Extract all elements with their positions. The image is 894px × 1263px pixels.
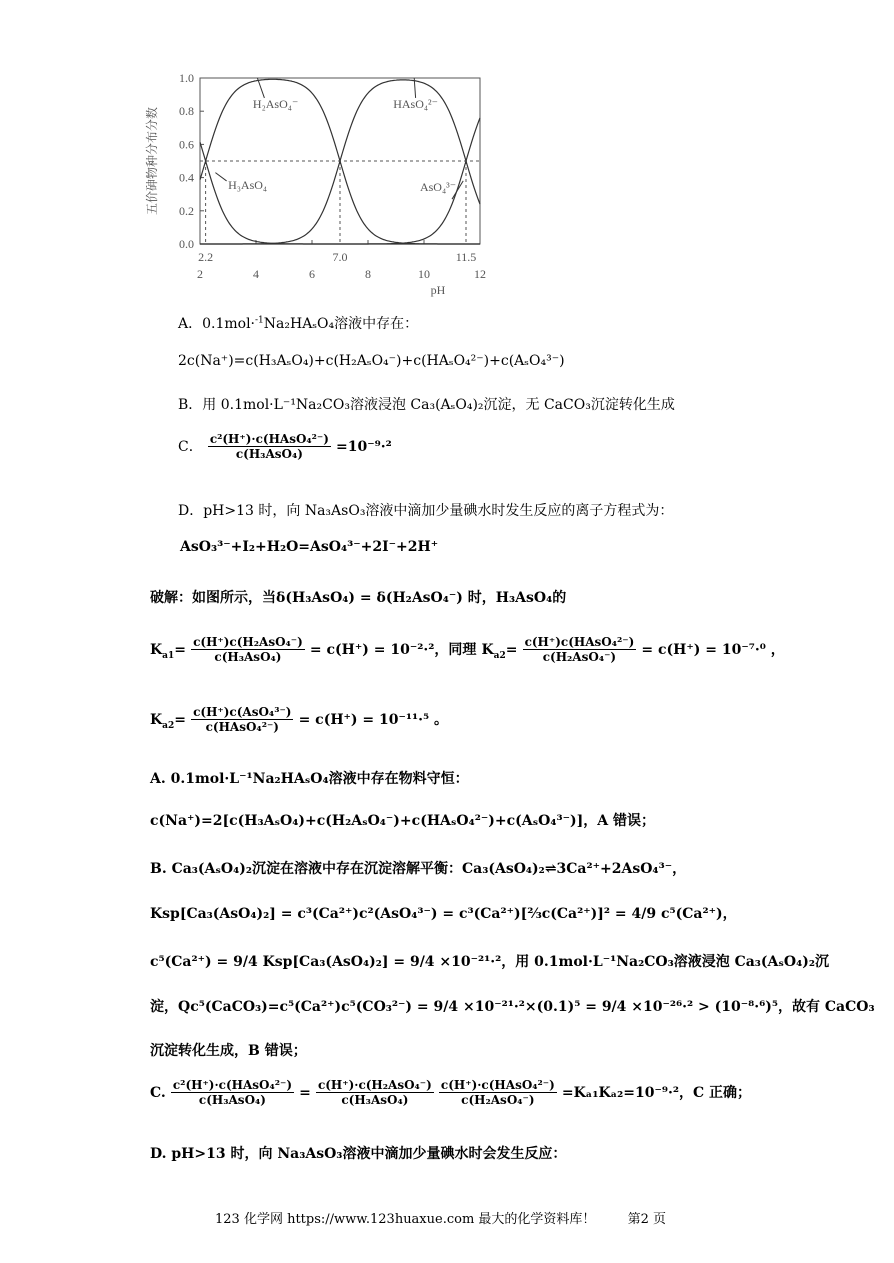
- x-axis-label: pH: [430, 283, 446, 297]
- y-tick-label: 0.6: [179, 137, 194, 152]
- ka3-line: $K_{a2}=$ $\frac{\text{c(H⁺)c(AsO₄³⁻)}}{\text{c(HAsO₄²⁻)}}$ = c(H⁺) = 10⁻¹¹·⁵ 。: [150, 705, 449, 734]
- y-tick-label: 1.0: [179, 71, 194, 85]
- species-leader: [257, 78, 264, 98]
- y-tick-label: 0.2: [179, 203, 194, 218]
- solution-c-line: C. $\frac{\text{c²(H⁺)·c(HAsO₄²⁻)}}{\text{c(H₃AsO₄)}}$ = $\frac{\text{c(H⁺)·c(H₂AsO₄⁻)}}{\text{c(H₃AsO₄)}}$ $\frac{\text{c(H⁺)·c(HAsO₄²⁻)}}{\text{c(H₂AsO₄⁻)}}$ =Kₐ₁Kₐ₂=10⁻⁹·²，C 正确；: [150, 1078, 752, 1107]
- footer: [215, 1208, 666, 1227]
- species-distribution-chart: [142, 62, 502, 302]
- species-label-aso4: AsO₄³⁻: [419, 179, 457, 194]
- x-pKa-label: 2.2: [198, 250, 214, 264]
- species-label-h3aso4: H₃AsO₄: [228, 178, 268, 193]
- y-axis-label: 五价砷物种分布分数: [145, 106, 159, 216]
- solution-b-end: 沉淀转化生成，B 错误；: [150, 1043, 307, 1059]
- solution-b-c5: c⁵(Ca²⁺) = 9/4 Ksp[Ca₃(AsO₄)₂] = 9/4 ×10⁻²¹·²，用 0.1mol·L⁻¹Na₂CO₃溶液浸泡 Ca₃(AₛO₄)₂沉: [150, 954, 830, 970]
- x-tick-label: 8: [365, 267, 371, 281]
- option-a-line: A．0.1mol·$^{-1}$Na₂HAₛO₄溶液中存在：: [178, 315, 419, 332]
- footer-text: 123 化学网 https://www.123huaxue.com 最大的化学资料库！: [215, 1212, 596, 1227]
- x-tick-label: 10: [418, 267, 430, 281]
- page-number: 第2 页: [627, 1212, 666, 1227]
- option-d-equation: AsO₃³⁻+I₂+H₂O=AsO₄³⁻+2I⁻+2H⁺: [180, 539, 439, 555]
- x-tick-label: 2: [197, 267, 203, 281]
- y-tick-label: 0.8: [179, 104, 194, 119]
- x-pKa-label: 11.5: [455, 250, 477, 264]
- x-tick-label: 4: [253, 267, 259, 281]
- solution-b-ksp: Ksp[Ca₃(AsO₄)₂] = c³(Ca²⁺)c²(AsO₄³⁻) = c³(Ca²⁺)[⅔c(Ca²⁺)]² = 4/9 c⁵(Ca²⁺)，: [150, 906, 737, 922]
- option-c-fraction: $\frac{\text{c²(H⁺)·c(HAsO₄²⁻)}}{\text{c(H₃AsO₄)}}$: [209, 432, 329, 461]
- solution-d-title: D. pH>13 时，向 Na₃AsO₃溶液中滴加少量碘水时会发生反应：: [150, 1146, 567, 1162]
- x-pKa-label: 7.0: [332, 250, 348, 264]
- x-tick-label: 6: [309, 267, 315, 281]
- species-label-haso4: HAsO₄²⁻: [393, 96, 438, 111]
- ka1-ka2-line: $K_{a1}=$ $\frac{\text{c(H⁺)c(H₂AsO₄⁻)}}{\text{c(H₃AsO₄)}}$ = c(H⁺) = 10⁻²·²，同理 $K_{a2}=$ $\frac{\text{c(H⁺)c(HAsO₄²⁻)}}{\text{c(H₂AsO₄⁻)}}$ = c(H⁺) = 10⁻⁷·⁰ ，: [150, 635, 785, 664]
- option-c-line: C． $\frac{\text{c²(H⁺)·c(HAsO₄²⁻)}}{\text{c(H₃AsO₄)}}$ =10⁻⁹·²: [178, 432, 392, 461]
- solution-b-title: B. Ca₃(AₛO₄)₂沉淀在溶液中存在沉淀溶解平衡：Ca₃(AsO₄)₂⇌3Ca²⁺+2AsO₄³⁻，: [150, 861, 687, 877]
- option-b-line: B．用 0.1mol·L⁻¹Na₂CO₃溶液浸泡 Ca₃(AₛO₄)₂沉淀，无 CaCO₃沉淀转化生成: [178, 397, 675, 413]
- solution-b-qc: 淀，Qc⁵(CaCO₃)=c⁵(Ca²⁺)c⁵(CO₃²⁻) = 9/4 ×10⁻²¹·²×(0.1)⁵ = 9/4 ×10⁻²⁶·² > (10⁻⁸·⁶)⁵，故有 CaCO₃: [150, 999, 875, 1015]
- option-d-line: D．pH>13 时，向 Na₃AsO₃溶液中滴加少量碘水时发生反应的离子方程式为：: [178, 503, 674, 519]
- y-tick-label: 0.4: [179, 170, 194, 185]
- curve-haso4: [200, 80, 480, 244]
- solution-intro: 破解：如图所示，当δ(H₃AsO₄) = δ(H₂AsO₄⁻) 时，H₃AsO₄的: [150, 590, 567, 606]
- solution-a-title: A. 0.1mol·L⁻¹Na₂HAₛO₄溶液中存在物料守恒：: [150, 771, 469, 787]
- option-a-equation: 2c(Na⁺)=c(H₃AₛO₄)+c(H₂AₛO₄⁻)+c(HAₛO₄²⁻)+c(AₛO₄³⁻): [178, 353, 565, 369]
- x-tick-label: 12: [474, 267, 486, 281]
- species-label-h2aso4: H₂AsO₄⁻: [252, 96, 299, 111]
- species-leader: [215, 173, 226, 181]
- solution-a-body: c(Na⁺)=2[c(H₃AₛO₄)+c(H₂AₛO₄⁻)+c(HAₛO₄²⁻)+c(AₛO₄³⁻)]，A 错误；: [150, 813, 655, 829]
- y-tick-label: 0.0: [179, 237, 194, 251]
